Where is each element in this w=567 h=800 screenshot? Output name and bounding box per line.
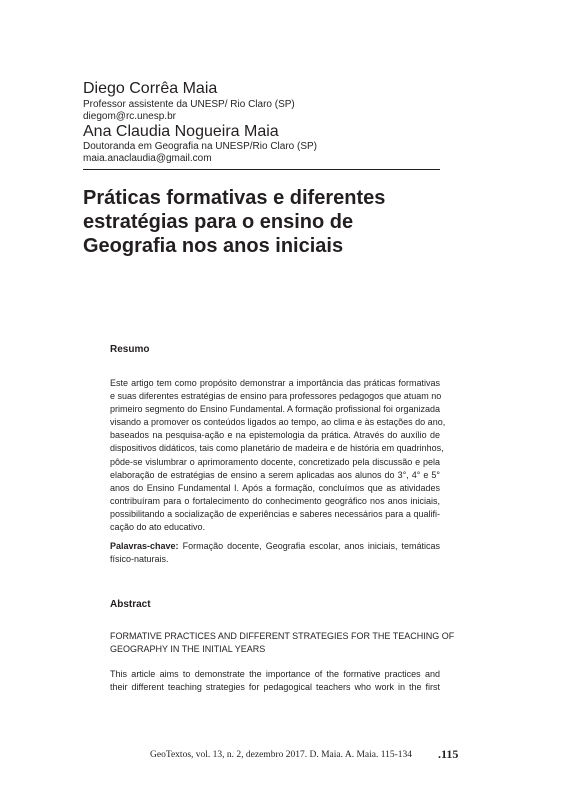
article-title <box>83 186 453 258</box>
abstract-title <box>110 630 455 656</box>
header-divider <box>83 169 440 170</box>
author-affiliation-2: Doutoranda em Geografia na UNESP/Rio Claro (SP) <box>83 141 317 152</box>
author-name-1: Diego Corrêa Maia <box>83 80 218 97</box>
footer-citation: GeoTextos, vol. 13, n. 2, dezembro 2017. D. Maia. A. Maia. 115-134 <box>150 750 413 760</box>
resumo-line: primeiro segmento do Ensino Fundamental. A formação profissional foi organizada <box>110 404 440 415</box>
keywords <box>110 540 440 566</box>
resumo-line: baseados na pesquisa-ação e na epistemologia da prática. Através do auxílio de <box>110 430 440 441</box>
resumo-line: anos do Ensino Fundamental I. Após a formação, concluímos que as atividades <box>110 482 440 493</box>
resumo-line: cação do ato educativo. <box>110 522 206 533</box>
resumo-line: possibilitando a socialização de experiências e saberes necessários para a qualifi- <box>110 508 440 519</box>
resumo-line: elaboração de estratégias de ensino a serem aplicadas aos alunos do 3°, 4° e 5° <box>110 469 440 480</box>
title-line: Geografia nos anos iniciais <box>83 235 344 257</box>
keywords-label: Palavras-chave: <box>110 541 179 551</box>
resumo-body <box>110 377 446 534</box>
resumo-line: e suas diferentes estratégias de ensino para professores pedagogos que atuam no <box>110 391 442 402</box>
abstract-line: their different teaching strategies for pedagogical teachers who work in the first <box>110 682 440 693</box>
keywords-text: Formação docente, Geografia escolar, anos iniciais, temáticas <box>178 541 440 551</box>
resumo-line: contribuíram para o fortalecimento do conhecimento geográfico nos anos iniciais, <box>110 495 440 506</box>
resumo-heading: Resumo <box>110 344 150 355</box>
resumo-line: pôde-se vislumbrar o aprimoramento docente, concretizado pela discussão e pela <box>110 456 440 467</box>
author-name-2: Ana Claudia Nogueira Maia <box>83 123 279 140</box>
keywords-line-2: físico-naturais. <box>110 554 169 565</box>
resumo-line: Este artigo tem como propósito demonstrar a importância das práticas formativas <box>110 378 440 388</box>
abstract-title-line: GEOGRAPHY IN THE INITIAL YEARS <box>110 644 266 655</box>
page-number: .115 <box>438 747 459 761</box>
title-line: estratégias para o ensino de <box>83 211 354 233</box>
abstract-line: This article aims to demonstrate the importance of the formative practices and <box>110 669 440 679</box>
title-line: Práticas formativas e diferentes <box>83 187 386 209</box>
resumo-line: visando a promover os conteúdos ligados ao tempo, ao clima e às estações do ano, <box>110 417 446 428</box>
abstract-body <box>110 668 440 694</box>
abstract-title-line: FORMATIVE PRACTICES AND DIFFERENT STRATEGIES FOR THE TEACHING OF <box>110 631 455 641</box>
author-email-2: maia.anaclaudia@gmail.com <box>83 153 212 164</box>
author-email-1: diegom@rc.unesp.br <box>83 111 176 122</box>
resumo-line: dispositivos didáticos, tais como planetário de madeira e de história em quadrinhos, <box>110 443 444 454</box>
author-affiliation-1: Professor assistente da UNESP/ Rio Claro (SP) <box>83 99 295 110</box>
keywords-line-1 <box>110 540 440 553</box>
abstract-heading: Abstract <box>110 599 151 610</box>
